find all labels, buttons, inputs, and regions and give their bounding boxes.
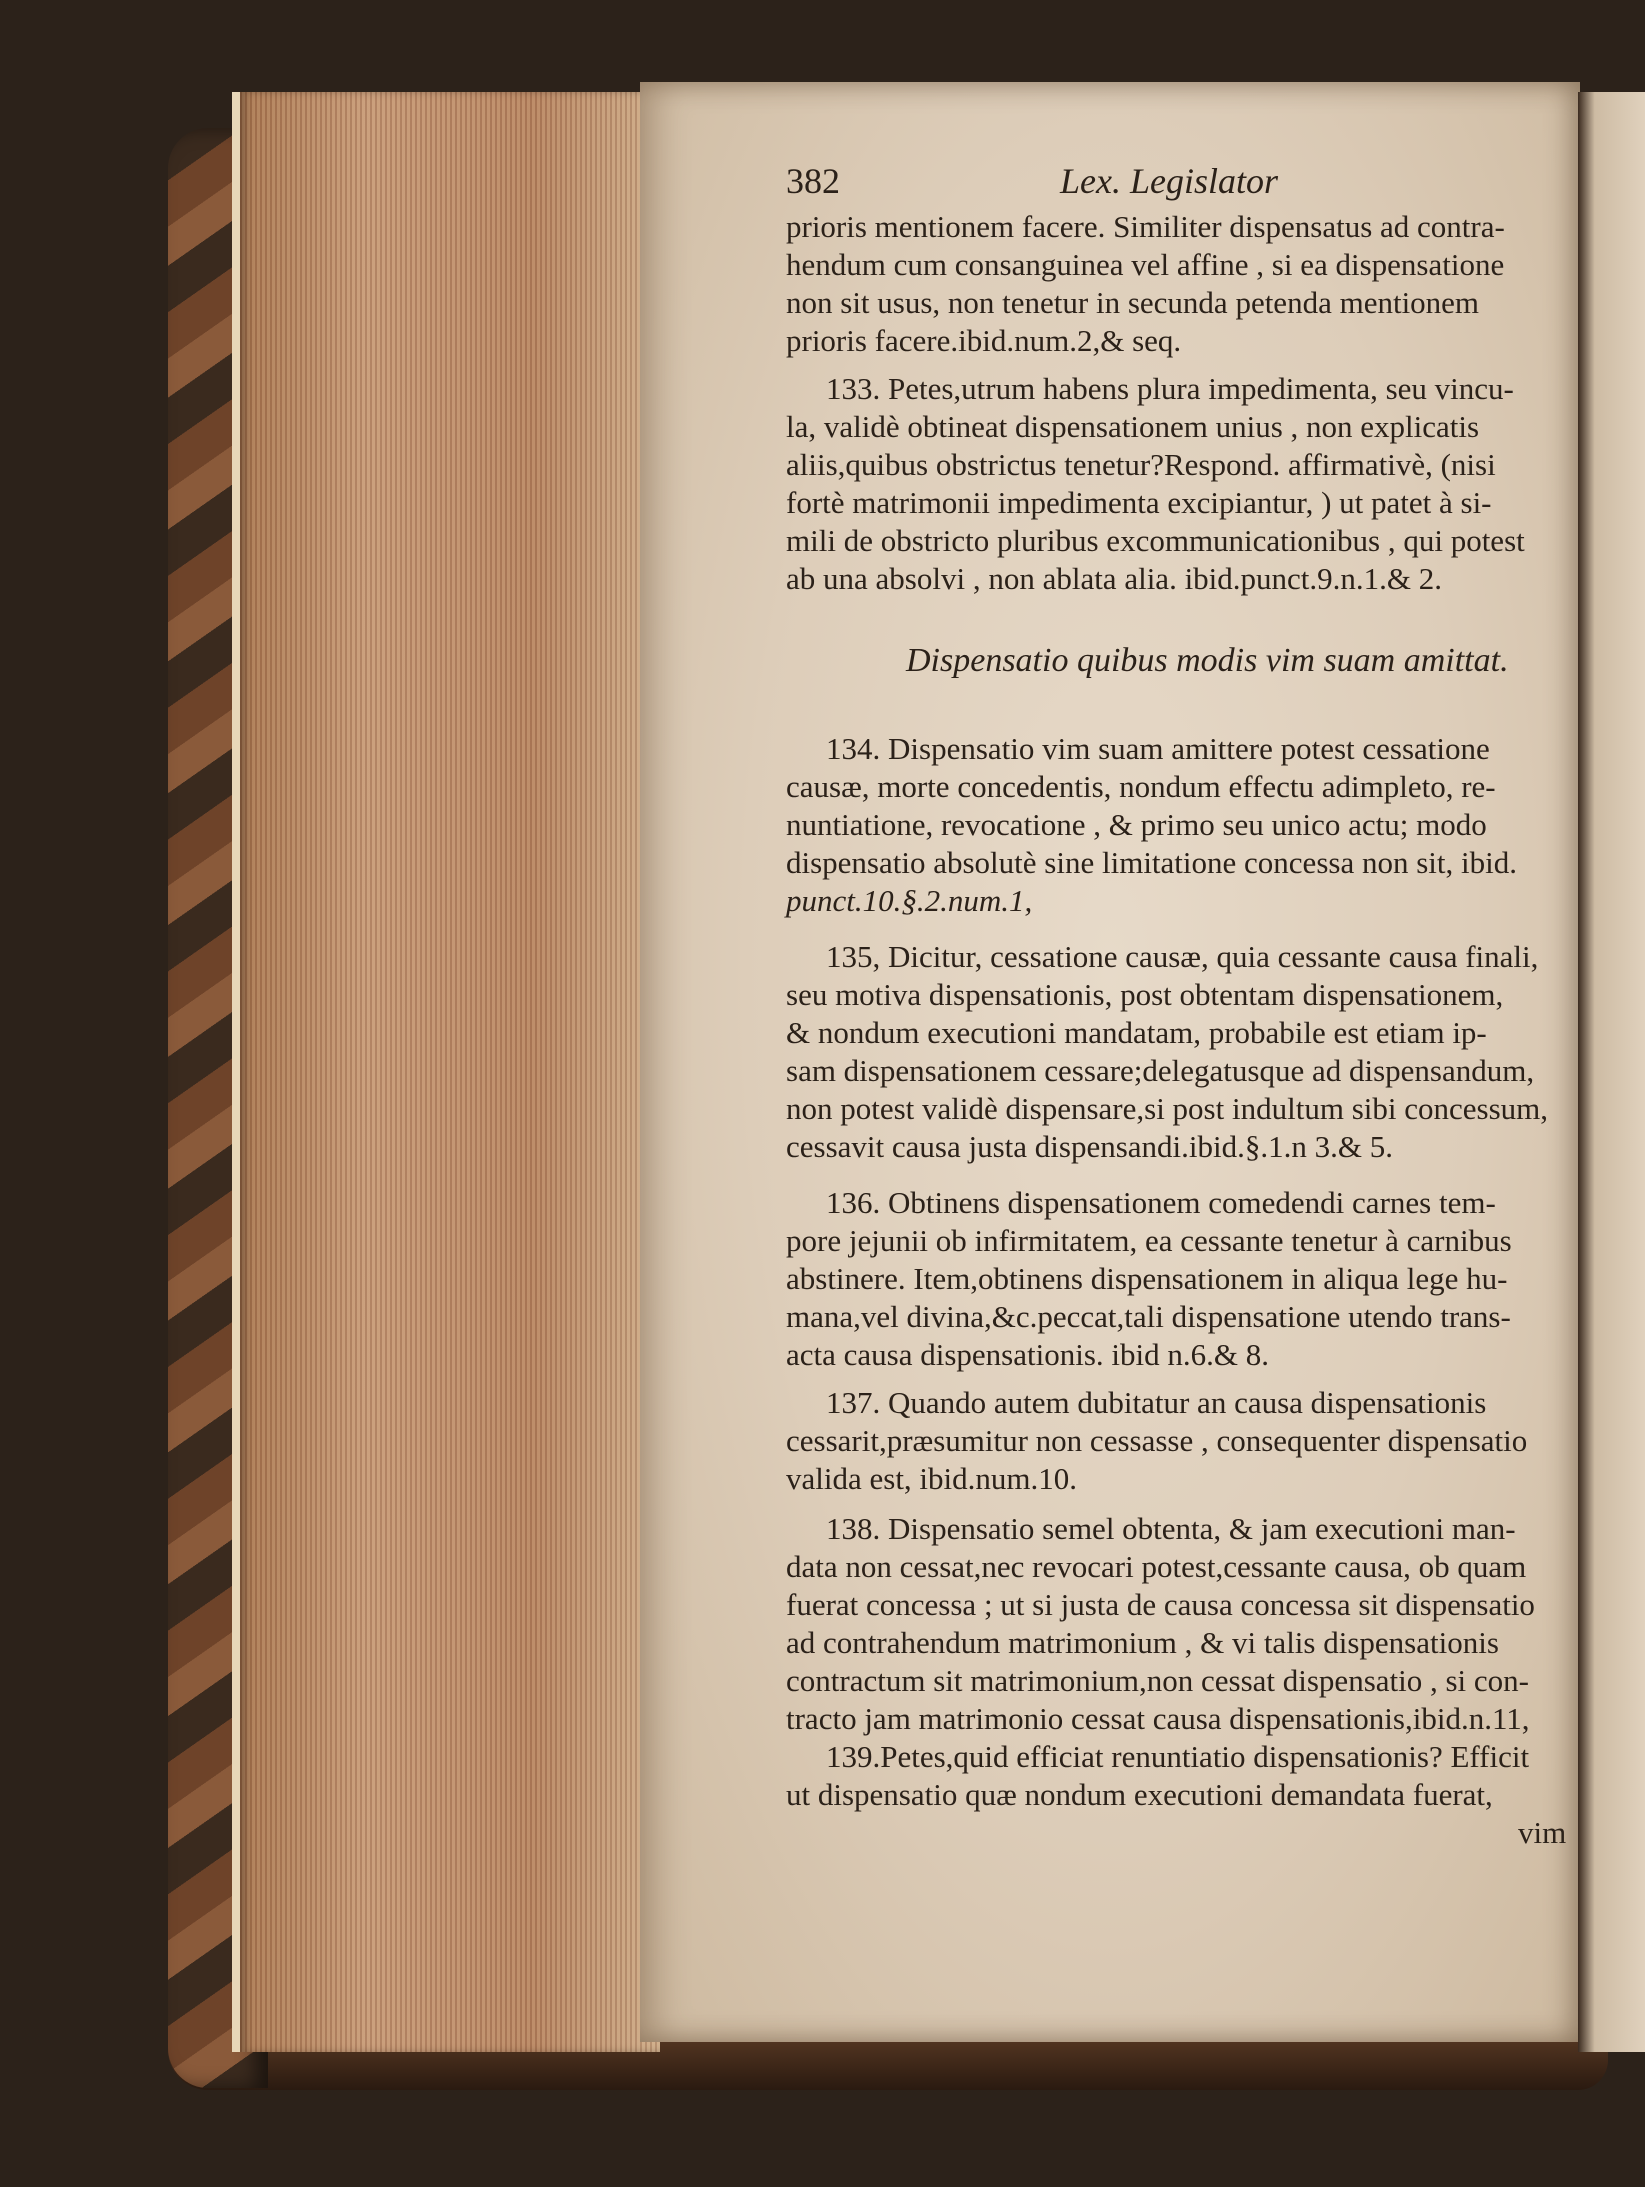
text-line: pore jejunii ob infirmitatem, ea cessante tenetur à carnibus (786, 1223, 1512, 1258)
page-edges (232, 92, 660, 2052)
text-line: prioris facere.ibid.num.2,& seq. (786, 323, 1182, 358)
text-line: valida est, ibid.num.10. (786, 1461, 1078, 1496)
text-line: prioris mentionem facere. Similiter dispensatus ad contra- (786, 209, 1505, 244)
text-line: non sit usus, non tenetur in secunda petenda mentionem (786, 285, 1480, 320)
section-heading: Dispensatio quibus modis vim suam amittat. (906, 642, 1509, 679)
text-line: 137. Quando autem dubitatur an causa dispensationis (826, 1385, 1487, 1420)
text-line: contractum sit matrimonium,non cessat dispensatio , si con- (786, 1663, 1530, 1698)
text-line: hendum cum consanguinea vel affine , si ea dispensatione (786, 247, 1505, 282)
text-line: 138. Dispensatio semel obtenta, & jam executioni man- (826, 1511, 1516, 1546)
text-line: mana,vel divina,&c.peccat,tali dispensatione utendo trans- (786, 1299, 1511, 1334)
right-page-edge (1578, 92, 1645, 2052)
text-line: data non cessat,nec revocari potest,cessante causa, ob quam (786, 1549, 1527, 1584)
text-line: ut dispensatio quæ nondum executioni demandata fuerat, (786, 1777, 1493, 1812)
text-line: 134. Dispensatio vim suam amittere potest cessatione (826, 731, 1490, 766)
text-line: punct.10.§.2.num.1, (786, 883, 1033, 918)
text-line: ad contrahendum matrimonium , & vi talis dispensationis (786, 1625, 1499, 1660)
text-line: mili de obstricto pluribus excommunicationibus , qui potest (786, 523, 1525, 558)
text-line: 139.Petes,quid efficiat renuntiatio dispensationis? Efficit (826, 1739, 1530, 1774)
text-line: tracto jam matrimonio cessat causa dispensationis,ibid.n.11, (786, 1701, 1530, 1736)
text-line: non potest validè dispensare,si post indultum sibi concessum, (786, 1091, 1548, 1126)
text-line: abstinere. Item,obtinens dispensationem in aliqua lege hu- (786, 1261, 1508, 1296)
text-line: acta causa dispensationis. ibid n.6.& 8. (786, 1337, 1269, 1372)
text-line: dispensatio absolutè sine limitatione concessa non sit, ibid. (786, 845, 1517, 880)
running-title: Lex. Legislator (1060, 161, 1279, 201)
text-line: aliis,quibus obstrictus tenetur?Respond. affirmativè, (nisi (786, 447, 1496, 482)
text-line: la, validè obtineat dispensationem unius , non explicatis (786, 409, 1480, 444)
text-line: 135, Dicitur, cessatione causæ, quia cessante causa finali, (826, 939, 1539, 974)
text-line: cessavit causa justa dispensandi.ibid.§.1.n 3.& 5. (786, 1129, 1393, 1164)
text-line: cessarit,præsumitur non cessasse , consequenter dispensatio (786, 1423, 1528, 1458)
catchword: vim (1518, 1815, 1567, 1850)
text-line: sam dispensationem cessare;delegatusque ad dispensandum, (786, 1053, 1535, 1088)
text-line: 133. Petes,utrum habens plura impedimenta, seu vincu- (826, 371, 1514, 406)
text-line: ab una absolvi , non ablata alia. ibid.punct.9.n.1.& 2. (786, 561, 1443, 596)
text-line: seu motiva dispensationis, post obtentam dispensationem, (786, 977, 1504, 1012)
text-line: fuerat concessa ; ut si justa de causa concessa sit dispensatio (786, 1587, 1535, 1622)
text-line: 136. Obtinens dispensationem comedendi carnes tem- (826, 1185, 1496, 1220)
text-line: fortè matrimonii impedimenta excipiantur, ) ut patet à si- (786, 485, 1492, 520)
text-line: nuntiatione, revocatione , & primo seu unico actu; modo (786, 807, 1487, 842)
text-line: & nondum executioni mandatam, probabile est etiam ip- (786, 1015, 1487, 1050)
page-number: 382 (786, 161, 840, 201)
text-line: causæ, morte concedentis, nondum effectu adimpleto, re- (786, 769, 1496, 804)
